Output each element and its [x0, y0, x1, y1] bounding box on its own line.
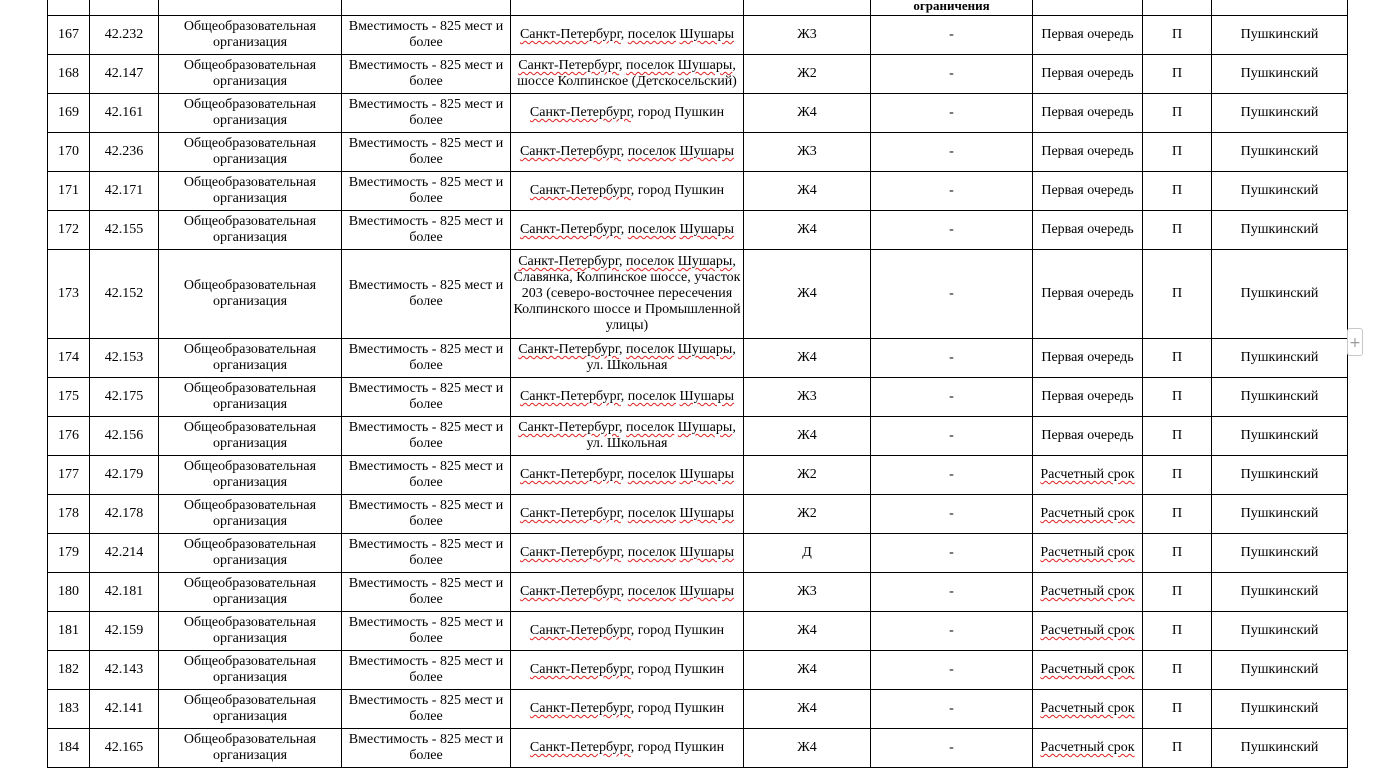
status-cell: П — [1143, 16, 1212, 55]
address-part-spellcheck: поселок — [627, 545, 677, 560]
zone-cell: Ж4 — [744, 172, 871, 211]
capacity-cell: Вместимость - 825 мест и более — [342, 94, 511, 133]
status-cell: П — [1143, 133, 1212, 172]
zone-cell: Ж4 — [744, 417, 871, 456]
capacity-cell: Вместимость - 825 мест и более — [342, 55, 511, 94]
table-row — [48, 211, 1348, 250]
object-type-cell: Общеобразовательная организация — [159, 339, 342, 378]
restriction-cell: - — [871, 495, 1033, 534]
table-row — [48, 133, 1348, 172]
capacity-cell: Вместимость - 825 мест и более — [342, 378, 511, 417]
stage-text: Первая очередь — [1041, 66, 1134, 81]
address-part: , город Пушкин — [630, 701, 725, 716]
object-code-cell: 42.179 — [90, 456, 159, 495]
table-row — [48, 651, 1348, 690]
address-part-spellcheck: Санкт-Петербург — [519, 545, 621, 560]
status-cell: П — [1143, 250, 1212, 339]
address-part-spellcheck: Санкт-Петербург — [518, 342, 620, 357]
address-part-spellcheck: поселок — [627, 144, 677, 159]
table-header-row — [48, 0, 1348, 16]
status-cell: П — [1143, 651, 1212, 690]
stage-cell — [1033, 339, 1143, 378]
zone-cell: Ж4 — [744, 94, 871, 133]
stage-text: Первая очередь — [1041, 350, 1134, 365]
restriction-cell: - — [871, 339, 1033, 378]
restriction-cell: - — [871, 172, 1033, 211]
object-type-cell: Общеобразовательная организация — [159, 612, 342, 651]
object-type-cell: Общеобразовательная организация — [159, 172, 342, 211]
object-type-cell: Общеобразовательная организация — [159, 690, 342, 729]
capacity-cell: Вместимость - 825 мест и более — [342, 133, 511, 172]
object-code-cell: 42.147 — [90, 55, 159, 94]
object-code-cell: 42.181 — [90, 573, 159, 612]
object-type-cell: Общеобразовательная организация — [159, 651, 342, 690]
restriction-cell: - — [871, 250, 1033, 339]
stage-cell — [1033, 534, 1143, 573]
object-code-cell: 42.178 — [90, 495, 159, 534]
object-type-cell: Общеобразовательная организация — [159, 534, 342, 573]
address-cell — [511, 729, 744, 768]
stage-text: Расчетный срок — [1040, 506, 1135, 521]
address-cell — [511, 417, 744, 456]
row-number-cell: 182 — [48, 651, 90, 690]
header-cell — [159, 0, 342, 16]
restriction-cell: - — [871, 612, 1033, 651]
address-part-spellcheck: Санкт-Петербург — [529, 740, 631, 755]
address-part: , город Пушкин — [630, 623, 725, 638]
row-number-cell: 180 — [48, 573, 90, 612]
address-part-spellcheck: поселок — [627, 222, 677, 237]
capacity-cell: Вместимость - 825 мест и более — [342, 612, 511, 651]
zone-cell: Ж4 — [744, 729, 871, 768]
restriction-cell: - — [871, 94, 1033, 133]
stage-cell — [1033, 55, 1143, 94]
object-type-cell: Общеобразовательная организация — [159, 729, 342, 768]
stage-text: Первая очередь — [1041, 183, 1134, 198]
zone-cell: Ж3 — [744, 573, 871, 612]
address-part-spellcheck: Санкт-Петербург — [529, 701, 631, 716]
stage-text: Расчетный срок — [1040, 701, 1135, 716]
address-cell — [511, 612, 744, 651]
status-cell: П — [1143, 339, 1212, 378]
address-part: , — [620, 467, 628, 482]
address-part-spellcheck: Шушары — [679, 27, 735, 42]
address-cell — [511, 534, 744, 573]
address-part: , — [620, 545, 628, 560]
capacity-cell: Вместимость - 825 мест и более — [342, 729, 511, 768]
address-part-spellcheck: Шушары — [677, 254, 733, 269]
address-part: , — [620, 222, 628, 237]
district-cell: Пушкинский — [1212, 378, 1348, 417]
status-cell: П — [1143, 172, 1212, 211]
table-body — [48, 0, 1348, 768]
address-part: , — [620, 584, 628, 599]
district-cell: Пушкинский — [1212, 612, 1348, 651]
zone-cell: Ж4 — [744, 339, 871, 378]
address-cell — [511, 55, 744, 94]
stage-text: Первая очередь — [1041, 389, 1134, 404]
capacity-cell: Вместимость - 825 мест и более — [342, 250, 511, 339]
header-cell — [1143, 0, 1212, 16]
address-part-spellcheck: Шушары — [677, 58, 733, 73]
zone-cell: Ж4 — [744, 690, 871, 729]
zone-cell: Ж4 — [744, 211, 871, 250]
row-number-cell: 169 — [48, 94, 90, 133]
table-row — [48, 417, 1348, 456]
address-part: , — [619, 420, 627, 435]
zone-cell: Ж4 — [744, 651, 871, 690]
district-cell: Пушкинский — [1212, 534, 1348, 573]
stage-text: Расчетный срок — [1040, 740, 1135, 755]
object-type-cell: Общеобразовательная организация — [159, 495, 342, 534]
address-part-spellcheck: Санкт-Петербург — [518, 254, 620, 269]
zone-cell: Ж4 — [744, 250, 871, 339]
status-cell: П — [1143, 534, 1212, 573]
address-part: , — [620, 506, 628, 521]
object-type-cell: Общеобразовательная организация — [159, 55, 342, 94]
address-part: , шоссе Колпинское (Детскосельский) — [517, 58, 737, 89]
district-cell: Пушкинский — [1212, 172, 1348, 211]
address-part-spellcheck: Шушары — [679, 584, 735, 599]
address-part: , город Пушкин — [630, 183, 725, 198]
address-part-spellcheck: Санкт-Петербург — [518, 420, 620, 435]
address-part: , город Пушкин — [630, 105, 725, 120]
status-cell: П — [1143, 55, 1212, 94]
capacity-cell: Вместимость - 825 мест и более — [342, 172, 511, 211]
row-number-cell: 171 — [48, 172, 90, 211]
stage-cell — [1033, 495, 1143, 534]
table-row — [48, 534, 1348, 573]
header-cell — [90, 0, 159, 16]
stage-cell — [1033, 651, 1143, 690]
stage-text: Расчетный срок — [1040, 662, 1135, 677]
district-cell: Пушкинский — [1212, 339, 1348, 378]
district-cell: Пушкинский — [1212, 729, 1348, 768]
object-code-cell: 42.161 — [90, 94, 159, 133]
address-part-spellcheck: Шушары — [679, 506, 735, 521]
stage-cell — [1033, 573, 1143, 612]
stage-cell — [1033, 456, 1143, 495]
object-code-cell: 42.159 — [90, 612, 159, 651]
address-part-spellcheck: поселок — [627, 389, 677, 404]
object-code-cell: 42.232 — [90, 16, 159, 55]
restriction-cell: - — [871, 417, 1033, 456]
address-cell — [511, 16, 744, 55]
table-row — [48, 495, 1348, 534]
object-type-cell: Общеобразовательная организация — [159, 378, 342, 417]
address-cell — [511, 573, 744, 612]
zone-cell: Ж3 — [744, 133, 871, 172]
object-code-cell: 42.214 — [90, 534, 159, 573]
status-cell: П — [1143, 94, 1212, 133]
stage-cell — [1033, 417, 1143, 456]
address-part-spellcheck: Санкт-Петербург — [529, 105, 631, 120]
restriction-cell: - — [871, 573, 1033, 612]
row-number-cell: 179 — [48, 534, 90, 573]
zone-cell: Ж4 — [744, 612, 871, 651]
address-part-spellcheck: Санкт-Петербург — [529, 662, 631, 677]
object-code-cell: 42.156 — [90, 417, 159, 456]
address-cell — [511, 651, 744, 690]
district-cell: Пушкинский — [1212, 55, 1348, 94]
district-cell: Пушкинский — [1212, 211, 1348, 250]
header-cell — [342, 0, 511, 16]
stage-cell — [1033, 612, 1143, 651]
address-part-spellcheck: Санкт-Петербург — [519, 467, 621, 482]
header-cell — [48, 0, 90, 16]
address-cell — [511, 339, 744, 378]
stage-text: Первая очередь — [1041, 222, 1134, 237]
stage-cell — [1033, 250, 1143, 339]
address-part-spellcheck: Санкт-Петербург — [518, 58, 620, 73]
district-cell: Пушкинский — [1212, 16, 1348, 55]
stage-text: Первая очередь — [1041, 286, 1134, 301]
address-cell — [511, 250, 744, 339]
object-type-cell: Общеобразовательная организация — [159, 456, 342, 495]
address-part-spellcheck: Санкт-Петербург — [519, 584, 621, 599]
header-restrictions-label: ограничения — [913, 0, 990, 13]
district-cell: Пушкинский — [1212, 133, 1348, 172]
district-cell: Пушкинский — [1212, 573, 1348, 612]
table-row — [48, 94, 1348, 133]
address-part-spellcheck: поселок — [627, 467, 677, 482]
object-code-cell: 42.236 — [90, 133, 159, 172]
capacity-cell: Вместимость - 825 мест и более — [342, 417, 511, 456]
table-row — [48, 573, 1348, 612]
address-cell — [511, 456, 744, 495]
row-number-cell: 174 — [48, 339, 90, 378]
header-cell — [511, 0, 744, 16]
capacity-cell: Вместимость - 825 мест и более — [342, 651, 511, 690]
row-number-cell: 168 — [48, 55, 90, 94]
district-cell: Пушкинский — [1212, 495, 1348, 534]
restriction-cell: - — [871, 651, 1033, 690]
object-type-cell: Общеобразовательная организация — [159, 250, 342, 339]
table-row — [48, 690, 1348, 729]
row-number-cell: 181 — [48, 612, 90, 651]
stage-cell — [1033, 16, 1143, 55]
district-cell: Пушкинский — [1212, 651, 1348, 690]
stage-text: Расчетный срок — [1040, 467, 1135, 482]
capacity-cell: Вместимость - 825 мест и более — [342, 339, 511, 378]
header-cell-restrictions — [871, 0, 1033, 16]
zone-cell: Ж2 — [744, 55, 871, 94]
object-type-cell: Общеобразовательная организация — [159, 133, 342, 172]
address-cell — [511, 690, 744, 729]
restriction-cell: - — [871, 16, 1033, 55]
address-part: , ул. Школьная — [586, 420, 736, 451]
zone-cell: Д — [744, 534, 871, 573]
address-part-spellcheck: Шушары — [679, 467, 735, 482]
stage-text: Первая очередь — [1041, 144, 1134, 159]
restriction-cell: - — [871, 690, 1033, 729]
add-column-button[interactable]: + — [1347, 328, 1363, 356]
restriction-cell: - — [871, 133, 1033, 172]
zone-cell: Ж3 — [744, 16, 871, 55]
table-row — [48, 378, 1348, 417]
object-code-cell: 42.165 — [90, 729, 159, 768]
stage-text: Первая очередь — [1041, 27, 1134, 42]
address-cell — [511, 495, 744, 534]
row-number-cell: 184 — [48, 729, 90, 768]
restriction-cell: - — [871, 534, 1033, 573]
stage-cell — [1033, 133, 1143, 172]
restriction-cell: - — [871, 456, 1033, 495]
district-cell: Пушкинский — [1212, 94, 1348, 133]
object-type-cell: Общеобразовательная организация — [159, 573, 342, 612]
capacity-cell: Вместимость - 825 мест и более — [342, 690, 511, 729]
address-part-spellcheck: поселок — [627, 584, 677, 599]
header-cell — [744, 0, 871, 16]
row-number-cell: 167 — [48, 16, 90, 55]
table-row — [48, 612, 1348, 651]
address-part-spellcheck: Санкт-Петербург — [519, 222, 621, 237]
stage-cell — [1033, 211, 1143, 250]
address-part: , ул. Школьная — [586, 342, 736, 373]
status-cell: П — [1143, 456, 1212, 495]
address-cell — [511, 94, 744, 133]
header-cell — [1033, 0, 1143, 16]
address-part-spellcheck: Санкт-Петербург — [529, 183, 631, 198]
table-row — [48, 456, 1348, 495]
status-cell: П — [1143, 378, 1212, 417]
address-part-spellcheck: поселок — [626, 58, 675, 73]
status-cell: П — [1143, 495, 1212, 534]
restriction-cell: - — [871, 378, 1033, 417]
address-part: , Славянка, Колпинское шоссе, участок 203 (северо-восточнее пересечения Колпинского шоссе и Промышленной улицы) — [513, 254, 741, 333]
table-row — [48, 55, 1348, 94]
object-type-cell: Общеобразовательная организация — [159, 94, 342, 133]
district-cell: Пушкинский — [1212, 690, 1348, 729]
district-cell: Пушкинский — [1212, 417, 1348, 456]
address-cell — [511, 211, 744, 250]
stage-cell — [1033, 94, 1143, 133]
status-cell: П — [1143, 573, 1212, 612]
table-row — [48, 339, 1348, 378]
address-part-spellcheck: поселок — [627, 506, 677, 521]
stage-cell — [1033, 172, 1143, 211]
row-number-cell: 172 — [48, 211, 90, 250]
address-part: , — [620, 389, 628, 404]
restriction-cell: - — [871, 55, 1033, 94]
capacity-cell: Вместимость - 825 мест и более — [342, 534, 511, 573]
row-number-cell: 183 — [48, 690, 90, 729]
zone-cell: Ж3 — [744, 378, 871, 417]
capacity-cell: Вместимость - 825 мест и более — [342, 495, 511, 534]
status-cell: П — [1143, 690, 1212, 729]
address-part: , город Пушкин — [630, 740, 725, 755]
row-number-cell: 175 — [48, 378, 90, 417]
restriction-cell: - — [871, 729, 1033, 768]
object-code-cell: 42.143 — [90, 651, 159, 690]
row-number-cell: 176 — [48, 417, 90, 456]
address-part-spellcheck: Санкт-Петербург — [529, 623, 631, 638]
address-cell — [511, 378, 744, 417]
address-part-spellcheck: Санкт-Петербург — [519, 27, 621, 42]
address-part-spellcheck: Шушары — [679, 144, 735, 159]
address-part-spellcheck: поселок — [626, 254, 675, 269]
object-code-cell: 42.153 — [90, 339, 159, 378]
address-part-spellcheck: Шушары — [679, 545, 735, 560]
address-part: , — [619, 254, 627, 269]
object-type-cell: Общеобразовательная организация — [159, 16, 342, 55]
address-part-spellcheck: Санкт-Петербург — [519, 389, 621, 404]
stage-text: Расчетный срок — [1040, 545, 1135, 560]
status-cell: П — [1143, 729, 1212, 768]
stage-text: Первая очередь — [1041, 105, 1134, 120]
object-code-cell: 42.175 — [90, 378, 159, 417]
address-part: , — [620, 144, 628, 159]
address-part-spellcheck: поселок — [627, 27, 677, 42]
object-code-cell: 42.171 — [90, 172, 159, 211]
address-part: , — [620, 27, 628, 42]
status-cell: П — [1143, 612, 1212, 651]
object-code-cell: 42.141 — [90, 690, 159, 729]
address-part: , город Пушкин — [630, 662, 725, 677]
row-number-cell: 177 — [48, 456, 90, 495]
status-cell: П — [1143, 211, 1212, 250]
address-part-spellcheck: Санкт-Петербург — [519, 144, 621, 159]
address-part-spellcheck: Шушары — [679, 222, 735, 237]
zone-cell: Ж2 — [744, 456, 871, 495]
capacity-cell: Вместимость - 825 мест и более — [342, 211, 511, 250]
status-cell: П — [1143, 417, 1212, 456]
address-cell — [511, 172, 744, 211]
restriction-cell: - — [871, 211, 1033, 250]
district-cell: Пушкинский — [1212, 250, 1348, 339]
row-number-cell: 178 — [48, 495, 90, 534]
table-row — [48, 250, 1348, 339]
address-part-spellcheck: Шушары — [679, 389, 735, 404]
capacity-cell: Вместимость - 825 мест и более — [342, 16, 511, 55]
objects-table — [47, 0, 1348, 768]
address-cell — [511, 133, 744, 172]
table-row — [48, 16, 1348, 55]
table-row — [48, 172, 1348, 211]
address-part-spellcheck: поселок — [626, 420, 675, 435]
header-cell — [1212, 0, 1348, 16]
address-part-spellcheck: поселок — [626, 342, 675, 357]
object-code-cell: 42.155 — [90, 211, 159, 250]
row-number-cell: 170 — [48, 133, 90, 172]
stage-cell — [1033, 729, 1143, 768]
address-part-spellcheck: Шушары — [677, 342, 733, 357]
stage-text: Расчетный срок — [1040, 623, 1135, 638]
object-type-cell: Общеобразовательная организация — [159, 417, 342, 456]
stage-text: Первая очередь — [1041, 428, 1134, 443]
object-code-cell: 42.152 — [90, 250, 159, 339]
stage-cell — [1033, 378, 1143, 417]
address-part-spellcheck: Санкт-Петербург — [519, 506, 621, 521]
address-part: , — [619, 342, 627, 357]
district-cell: Пушкинский — [1212, 456, 1348, 495]
capacity-cell: Вместимость - 825 мест и более — [342, 456, 511, 495]
stage-text: Расчетный срок — [1040, 584, 1135, 599]
address-part-spellcheck: Шушары — [677, 420, 733, 435]
row-number-cell: 173 — [48, 250, 90, 339]
table-row — [48, 729, 1348, 768]
capacity-cell: Вместимость - 825 мест и более — [342, 573, 511, 612]
zone-cell: Ж2 — [744, 495, 871, 534]
address-part: , — [619, 58, 627, 73]
stage-cell — [1033, 690, 1143, 729]
object-type-cell: Общеобразовательная организация — [159, 211, 342, 250]
